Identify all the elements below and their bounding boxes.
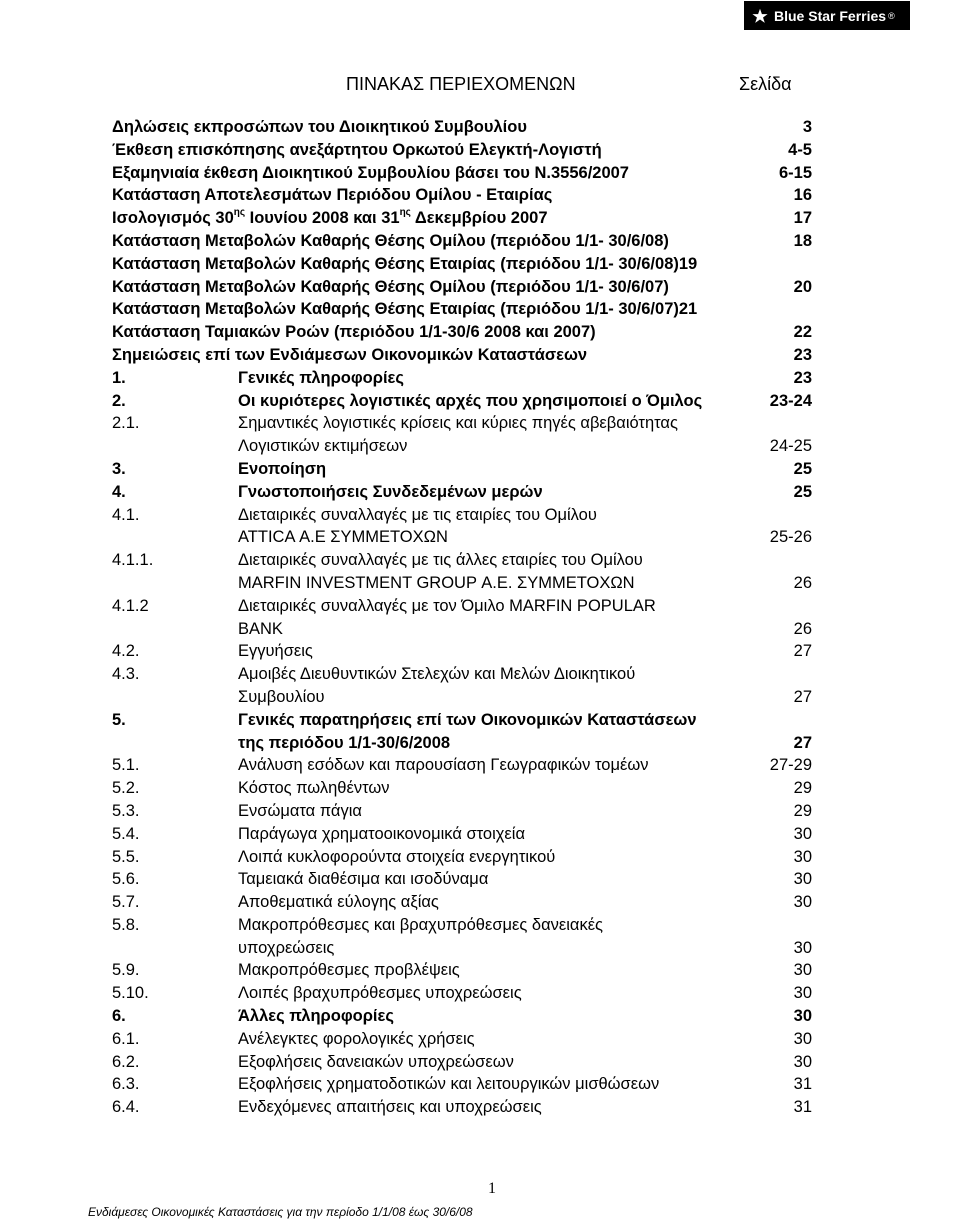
- note-text: Ενδεχόμενες απαιτήσεις και υποχρεώσεις: [238, 1098, 542, 1117]
- note-text: Αμοιβές Διευθυντικών Στελεχών και Μελών Διοικητικού: [238, 665, 636, 684]
- toc-entry-page: 4-5: [788, 140, 812, 159]
- note-page: 26: [793, 573, 812, 592]
- toc-entry: [112, 298, 812, 321]
- note-entry: [112, 618, 812, 641]
- note-page: 23: [793, 368, 812, 387]
- note-page: 31: [793, 1075, 812, 1094]
- toc-entry: [112, 207, 812, 230]
- note-number: 4.1.2: [112, 596, 149, 615]
- note-page: 25: [793, 459, 812, 478]
- footer-text: Ενδιάμεσες Οικονομικές Καταστάσεις για την περίοδο 1/1/08 έως 30/6/08: [88, 1205, 473, 1219]
- note-entry: [112, 640, 812, 663]
- toc-entry: [112, 139, 812, 162]
- note-entry: [112, 709, 812, 732]
- note-page: 29: [793, 779, 812, 798]
- note-number: 6.1.: [112, 1029, 140, 1048]
- note-text: Γενικές πληροφορίες: [238, 368, 404, 387]
- note-text: Διεταιρικές συναλλαγές με τις εταιρίες του Ομίλου: [238, 505, 597, 524]
- note-page: 30: [793, 1052, 812, 1071]
- toc-entry-page: 23: [793, 345, 812, 364]
- note-text: Γενικές παρατηρήσεις επί των Οικονομικών Καταστάσεων: [238, 710, 697, 729]
- note-entry: [112, 754, 812, 777]
- note-page: 25-26: [769, 528, 812, 547]
- note-page: 31: [793, 1098, 812, 1117]
- note-entry: [112, 846, 812, 869]
- note-entry: [112, 504, 812, 527]
- star-icon: [752, 8, 768, 24]
- toc-entry: [112, 321, 812, 344]
- note-text: Λοιπά κυκλοφορούντα στοιχεία ενεργητικού: [238, 847, 556, 866]
- note-page: 30: [793, 1029, 812, 1048]
- note-entry: [112, 823, 812, 846]
- note-text: Διεταιρικές συναλλαγές με τις άλλες εταιρίες του Ομίλου: [238, 551, 643, 570]
- note-text: Ταμειακά διαθέσιμα και ισοδύναμα: [238, 870, 489, 889]
- toc-entry-page: 6-15: [778, 163, 812, 182]
- note-entry: [112, 435, 812, 458]
- blue-star-ferries-logo: [744, 1, 910, 30]
- note-entry: [112, 412, 812, 435]
- note-number: 5.4.: [112, 824, 140, 843]
- note-text: Εξοφλήσεις δανειακών υποχρεώσεων: [238, 1052, 514, 1071]
- registered-mark: ®: [888, 10, 895, 21]
- note-page: 30: [793, 824, 812, 843]
- note-entry: [112, 800, 812, 823]
- note-number: 4.1.1.: [112, 551, 154, 570]
- note-text: Σημαντικές λογιστικές κρίσεις και κύριες πηγές αβεβαιότητας: [238, 414, 678, 433]
- note-entry: [112, 1028, 812, 1051]
- toc-entry-text: Κατάσταση Ταμιακών Ροών (περιόδου 1/1-30/6 2008 και 2007): [112, 323, 596, 342]
- note-text: BANK: [238, 619, 283, 638]
- note-number: 6.4.: [112, 1098, 140, 1117]
- note-entry: [112, 549, 812, 572]
- note-entry: [112, 595, 812, 618]
- toc-entry-text: Κατάσταση Μεταβολών Καθαρής Θέσης Εταιρίας (περιόδου 1/1- 30/6/08)19: [112, 254, 698, 273]
- note-entry: [112, 481, 812, 504]
- note-page: 27: [793, 687, 812, 706]
- toc-entry-page: 17: [793, 209, 812, 228]
- note-number: 5.2.: [112, 779, 140, 798]
- logo-text: Blue Star Ferries: [774, 7, 887, 24]
- note-entry: [112, 982, 812, 1005]
- note-text: Κόστος πωληθέντων: [238, 779, 390, 798]
- toc-entry-text: Κατάσταση Μεταβολών Καθαρής Θέσης Εταιρίας (περιόδου 1/1- 30/6/07)21: [112, 300, 698, 319]
- note-page: 30: [793, 1007, 812, 1026]
- toc-entry-page: 22: [793, 323, 812, 342]
- note-entry: [112, 1096, 812, 1119]
- note-entry: [112, 937, 812, 960]
- note-text: υποχρεώσεις: [238, 938, 335, 957]
- note-entry: [112, 686, 812, 709]
- note-number: 5.: [112, 710, 126, 729]
- note-text: Ενσώματα πάγια: [238, 801, 362, 820]
- note-page: 30: [793, 893, 812, 912]
- note-number: 2.: [112, 391, 126, 410]
- note-page: 29: [793, 801, 812, 820]
- toc-entry: [112, 116, 812, 139]
- note-entry: [112, 367, 812, 390]
- note-text: Αποθεματικά εύλογης αξίας: [238, 893, 439, 912]
- note-text: Διεταιρικές συναλλαγές με τον Όμιλο MARFIN POPULAR: [238, 596, 656, 615]
- note-text: Γνωστοποιήσεις Συνδεδεμένων μερών: [238, 482, 543, 501]
- note-entry: [112, 390, 812, 413]
- note-number: 5.6.: [112, 870, 140, 889]
- note-entry: [112, 458, 812, 481]
- note-number: 4.3.: [112, 665, 140, 684]
- toc-entry: [112, 184, 812, 207]
- toc-entry-page: 3: [802, 118, 812, 136]
- note-number: 3.: [112, 459, 126, 478]
- note-number: 1.: [112, 368, 126, 387]
- note-page: 25: [793, 482, 812, 501]
- note-number: 4.: [112, 482, 126, 501]
- note-number: 5.10.: [112, 984, 149, 1003]
- note-page: 30: [793, 984, 812, 1003]
- note-number: 5.5.: [112, 847, 140, 866]
- page-column-label: Σελίδα: [739, 74, 792, 94]
- toc-entry-text: Εξαμηνιαία έκθεση Διοικητικού Συμβουλίου βάσει του Ν.3556/2007: [112, 163, 629, 182]
- note-entry: [112, 891, 812, 914]
- note-entry: [112, 526, 812, 549]
- note-number: 5.7.: [112, 893, 140, 912]
- note-text: Συμβουλίου: [238, 687, 325, 706]
- note-text: Μακροπρόθεσμες και βραχυπρόθεσμες δανειακές: [238, 915, 604, 934]
- note-page: 30: [793, 870, 812, 889]
- note-text: Μακροπρόθεσμες προβλέψεις: [238, 961, 460, 980]
- note-text: Παράγωγα χρηματοοικονομικά στοιχεία: [238, 824, 525, 843]
- note-text: Οι κυριότερες λογιστικές αρχές που χρησιμοποιεί ο Όμιλος: [238, 391, 703, 410]
- page-number: 1: [488, 1180, 496, 1197]
- note-number: 4.1.: [112, 505, 140, 524]
- toc-entry-text: Ισολογισμός $30^{\eta\varsigma}$ Ιουνίου 2008 και $31^{\eta\varsigma}$ Δεκεμβρίου 2007: [112, 206, 548, 228]
- notes-list: [112, 367, 812, 1119]
- note-page: 23-24: [769, 391, 812, 410]
- note-page: 30: [793, 938, 812, 957]
- toc-entry-text: Κατάσταση Αποτελεσμάτων Περιόδου Ομίλου - Εταιρίας: [112, 186, 553, 205]
- note-page: 26: [793, 619, 812, 638]
- note-page: 27: [793, 733, 812, 752]
- note-number: 6.3.: [112, 1075, 140, 1094]
- toc-entry-text: Κατάσταση Μεταβολών Καθαρής Θέσης Ομίλου (περιόδου 1/1- 30/6/08): [112, 231, 669, 250]
- note-entry: [112, 663, 812, 686]
- toc-entry-page: 16: [793, 186, 812, 205]
- note-page: 30: [793, 847, 812, 866]
- note-text: Εξοφλήσεις χρηματοδοτικών και λειτουργικών μισθώσεων: [238, 1075, 660, 1094]
- note-text: Λογιστικών εκτιμήσεων: [238, 437, 408, 456]
- note-text: Ανάλυση εσόδων και παρουσίαση Γεωγραφικών τομέων: [238, 756, 649, 775]
- note-page: 27: [793, 642, 812, 661]
- toc-entry-page: 20: [793, 277, 812, 296]
- note-text: της περιόδου 1/1-30/6/2008: [238, 733, 451, 752]
- note-number: 6.2.: [112, 1052, 140, 1071]
- toc-entry: [112, 276, 812, 299]
- note-number: 4.2.: [112, 642, 140, 661]
- note-number: 5.1.: [112, 756, 140, 775]
- toc-entry: [112, 230, 812, 253]
- note-number: 5.9.: [112, 961, 140, 980]
- page-title: ΠΙΝΑΚΑΣ ΠΕΡΙΕΧΟΜΕΝΩΝ: [346, 74, 576, 94]
- note-entry: [112, 572, 812, 595]
- note-page: 30: [793, 961, 812, 980]
- note-number: 5.3.: [112, 801, 140, 820]
- toc-entry: [112, 162, 812, 185]
- toc-entry-text: Έκθεση επισκόπησης ανεξάρτητου Ορκωτού Ελεγκτή-Λογιστή: [112, 140, 602, 159]
- note-text: Άλλες πληροφορίες: [238, 1007, 394, 1026]
- note-entry: [112, 1005, 812, 1028]
- note-entry: [112, 1073, 812, 1096]
- note-entry: [112, 914, 812, 937]
- note-text: ATTICA Α.Ε ΣΥΜΜΕΤΟΧΩΝ: [238, 528, 448, 547]
- toc-entry-page: 18: [793, 231, 812, 250]
- toc-entry-text: Σημειώσεις επί των Ενδιάμεσων Οικονομικών Καταστάσεων: [112, 345, 588, 364]
- toc-entry-text: Δηλώσεις εκπροσώπων του Διοικητικού Συμβουλίου: [112, 118, 527, 136]
- note-number: 6.: [112, 1007, 126, 1026]
- note-text: MARFIN INVESTMENT GROUP Α.Ε. ΣΥΜΜΕΤΟΧΩΝ: [238, 573, 635, 592]
- note-text: Ανέλεγκτες φορολογικές χρήσεις: [238, 1029, 475, 1048]
- table-of-contents: [112, 116, 812, 1119]
- note-number: 2.1.: [112, 414, 140, 433]
- note-page: 24-25: [769, 437, 812, 456]
- toc-entry-text: Κατάσταση Μεταβολών Καθαρής Θέσης Ομίλου (περιόδου 1/1- 30/6/07): [112, 277, 669, 296]
- note-entry: [112, 1051, 812, 1074]
- note-entry: [112, 868, 812, 891]
- note-entry: [112, 732, 812, 755]
- toc-entry: [112, 344, 812, 367]
- note-text: Ενοποίηση: [238, 459, 327, 478]
- note-text: Εγγυήσεις: [238, 642, 313, 661]
- note-page: 27-29: [769, 756, 812, 775]
- note-number: 5.8.: [112, 915, 140, 934]
- note-entry: [112, 959, 812, 982]
- note-text: Λοιπές βραχυπρόθεσμες υποχρεώσεις: [238, 984, 522, 1003]
- note-entry: [112, 777, 812, 800]
- toc-entry: [112, 253, 812, 276]
